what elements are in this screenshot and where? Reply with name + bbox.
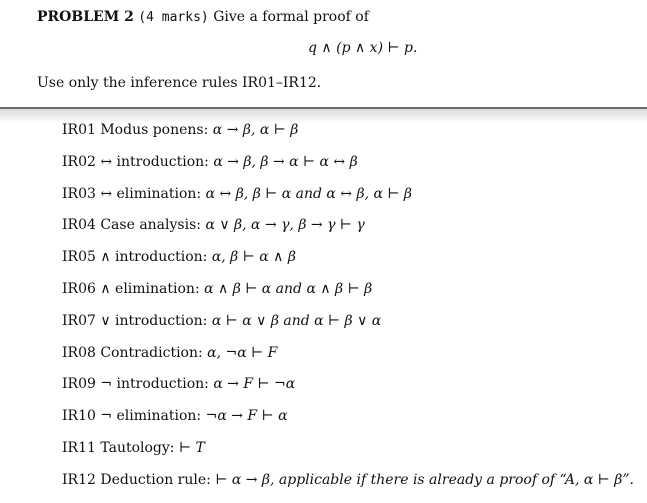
rule-formula: ⊢ T	[178, 439, 205, 456]
rule-id: IR11	[62, 439, 96, 456]
goal-formula: q ∧ (p ∧ x) ⊢ p.	[308, 40, 418, 56]
rule-name: ∧ introduction:	[100, 249, 208, 266]
problem-header-panel	[0, 0, 647, 108]
rule-formula: α → F ⊢ ¬α	[213, 376, 296, 393]
rule-id: IR08	[62, 344, 96, 361]
rule-ir03	[62, 185, 642, 217]
rule-formula: α, β ⊢ α ∧ β	[211, 249, 296, 266]
rule-name: ↔ introduction:	[100, 153, 209, 170]
rule-ir09	[62, 375, 642, 407]
rule-ir08	[62, 344, 642, 376]
rule-name: ∨ introduction:	[100, 312, 208, 329]
rule-name: Case analysis:	[100, 217, 201, 234]
rule-formula: α, ¬α ⊢ F	[207, 344, 278, 361]
rule-name: ↔ elimination:	[100, 185, 202, 202]
inference-rules-list	[62, 121, 642, 503]
rule-name: ¬ elimination:	[100, 408, 202, 425]
rule-id: IR12	[62, 471, 96, 488]
rule-id: IR07	[62, 312, 96, 329]
rule-name: Deduction rule:	[100, 471, 211, 488]
rule-ir11	[62, 439, 642, 471]
rule-name: ¬ introduction:	[100, 376, 209, 393]
rule-formula: α ↔ β, β ⊢ α and α ↔ β, α ⊢ β	[205, 185, 412, 202]
rule-ir07	[62, 312, 642, 344]
rule-id: IR05	[62, 249, 96, 266]
problem-title: PROBLEM 2	[37, 9, 134, 25]
rule-formula: ⊢ α → β, applicable if there is already a proof of “A, α ⊢ β”.	[215, 471, 634, 488]
rule-id: IR10	[62, 408, 96, 425]
rule-ir05	[62, 248, 642, 280]
rule-ir04	[62, 216, 642, 248]
rule-name: Tautology:	[100, 439, 175, 456]
rule-formula: ¬α → F ⊢ α	[205, 408, 288, 425]
problem-marks: (4 marks)	[138, 10, 209, 25]
rule-id: IR09	[62, 376, 96, 393]
rule-id: IR06	[62, 280, 96, 297]
instruction-text: Use only the inference rules IR01–IR12.	[37, 75, 322, 91]
rule-name: Modus ponens:	[100, 122, 209, 138]
rule-formula: α ∧ β ⊢ α and α ∧ β ⊢ β	[204, 280, 373, 297]
problem-prompt: Give a formal proof of	[213, 9, 369, 25]
rule-ir12	[62, 471, 642, 503]
rule-id: IR02	[62, 153, 96, 170]
rule-name: ∧ elimination:	[100, 280, 200, 297]
rule-ir10	[62, 407, 642, 439]
rule-formula: α ⊢ α ∨ β and α ⊢ β ∨ α	[211, 312, 382, 329]
problem-statement	[37, 9, 369, 25]
rule-formula: α → β, α ⊢ β	[212, 122, 299, 138]
rule-id: IR04	[62, 217, 96, 234]
rule-formula: α ∨ β, α → γ, β → γ ⊢ γ	[205, 217, 365, 234]
rule-formula: α → β, β → α ⊢ α ↔ β	[213, 153, 358, 170]
rule-ir02	[62, 153, 642, 185]
rule-name: Contradiction:	[100, 344, 203, 361]
rule-ir06	[62, 280, 642, 312]
rule-ir01	[62, 121, 642, 153]
rule-id: IR01	[62, 122, 96, 138]
rule-id: IR03	[62, 185, 96, 202]
